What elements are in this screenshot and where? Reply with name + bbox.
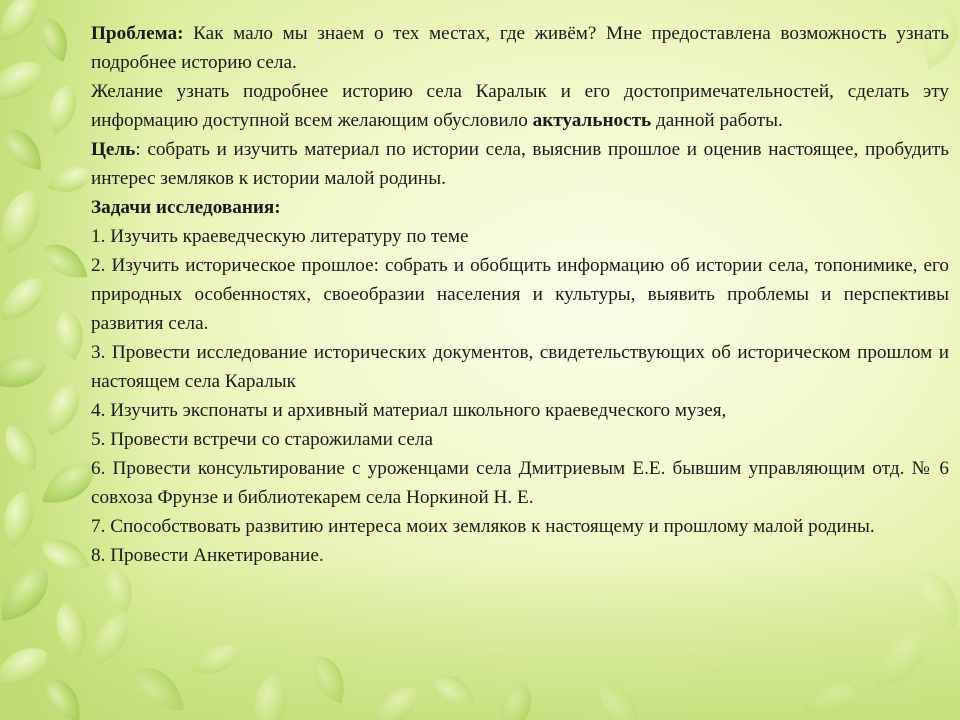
goal-text: : собрать и изучить материал по истории села, выяснив прошлое и оценив настоящее, пробудить интерес земляков к истории малой родины. bbox=[91, 139, 949, 189]
task-item: 6. Провести консультирование с уроженцами села Дмитриевым Е.Е. бывшим управляющим отд. № 6 совхоза Фрунзе и библиотекарем села Норкиной Н. Е. bbox=[91, 458, 949, 508]
problem-label: Проблема: bbox=[91, 23, 184, 44]
slide-content bbox=[91, 19, 949, 570]
task-item: 5. Провести встречи со старожилами села bbox=[91, 429, 434, 450]
task-item: 8. Провести Анкетирование. bbox=[91, 545, 324, 566]
task-item: 4. Изучить экспонаты и архивный материал школьного краеведческого музея, bbox=[91, 400, 727, 421]
relevance-paragraph bbox=[91, 77, 949, 135]
problem-paragraph bbox=[91, 19, 949, 77]
task-item: 7. Способствовать развитию интереса моих земляков к настоящему и прошлому малой родины. bbox=[91, 516, 875, 537]
task-item: 3. Провести исследование исторических документов, свидетельствующих об историческом прошлом и настоящем села Каралык bbox=[91, 342, 949, 392]
relevance-text-after: данной работы. bbox=[651, 110, 783, 131]
tasks-heading: Задачи исследования: bbox=[91, 197, 281, 218]
goal-paragraph bbox=[91, 135, 949, 193]
task-item: 1. Изучить краеведческую литературу по теме bbox=[91, 226, 469, 247]
relevance-keyword: актуальность bbox=[532, 110, 652, 131]
problem-text: Как мало мы знаем о тех местах, где живём? Мне предоставлена возможность узнать подробнее историю села. bbox=[91, 23, 949, 73]
goal-label: Цель bbox=[91, 139, 136, 160]
task-item: 2. Изучить историческое прошлое: собрать и обобщить информацию об истории села, топонимике, его природных особенностях, своеобразии населения и культуры, выявить проблемы и перспективы развития села. bbox=[91, 255, 949, 334]
relevance-text-before: Желание узнать подробнее историю села Каралык и его достопримечательностей, сделать эту информацию доступной всем желающим обусловило bbox=[91, 81, 949, 131]
